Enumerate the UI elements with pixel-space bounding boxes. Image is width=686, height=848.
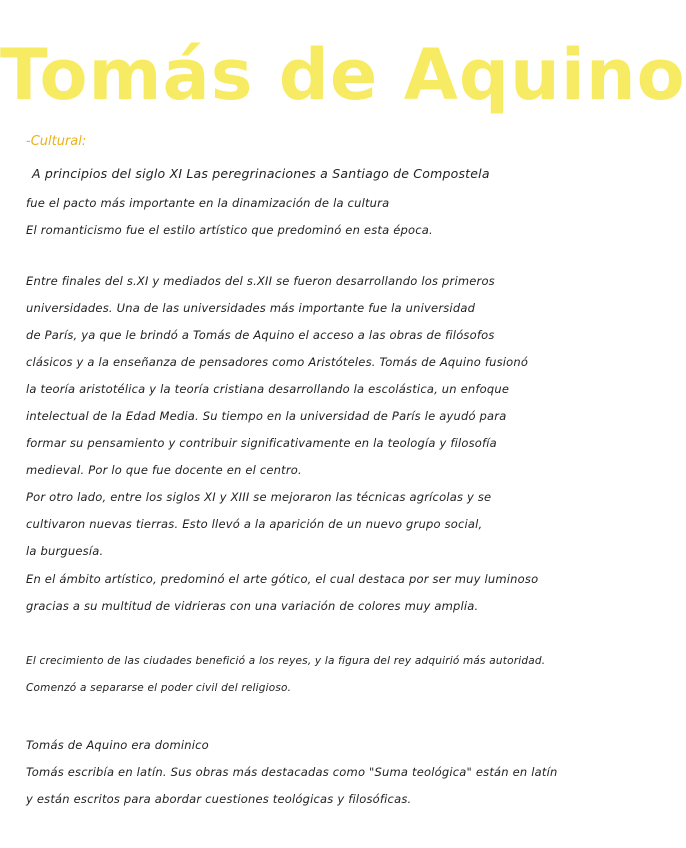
text-line: intelectual de la Edad Media. Su tiempo en la universidad de París le ayudó para — [26, 409, 507, 423]
text-line: formar su pensamiento y contribuir significativamente en la teología y filosofía — [26, 436, 497, 450]
text-line: El crecimiento de las ciudades benefició a los reyes, y la figura del rey adquirió más autoridad. — [26, 655, 546, 667]
text-line: Comenzó a separarse el poder civil del religioso. — [26, 682, 292, 694]
text-line: de París, ya que le brindó a Tomás de Aquino el acceso a las obras de filósofos — [26, 328, 495, 342]
text-line: universidades. Una de las universidades más importante fue la universidad — [26, 301, 476, 315]
text-line: Tomás de Aquino era dominico — [26, 738, 209, 752]
text-line: gracias a su multitud de vidrieras con una variación de colores muy amplia. — [26, 599, 479, 613]
text-line: Entre finales del s.XI y mediados del s.XII se fueron desarrollando los primeros — [26, 274, 495, 288]
text-line: Tomás escribía en latín. Sus obras más destacadas como "Suma teológica" están en latín — [26, 765, 558, 779]
page-title: Tomás de Aquino — [0, 34, 686, 116]
text-line: clásicos y a la enseñanza de pensadores como Aristóteles. Tomás de Aquino fusionó — [26, 355, 529, 369]
text-line: cultivaron nuevas tierras. Esto llevó a la aparición de un nuevo grupo social, — [26, 517, 483, 531]
text-line: Por otro lado, entre los siglos XI y XIII se mejoraron las técnicas agrícolas y se — [26, 490, 492, 504]
text-line: la teoría aristotélica y la teoría cristiana desarrollando la escolástica, un enfoque — [26, 382, 510, 396]
text-line: la burguesía. — [26, 544, 104, 558]
text-line: El romanticismo fue el estilo artístico que predominó en esta época. — [26, 223, 433, 237]
text-line: medieval. Por lo que fue docente en el centro. — [26, 463, 302, 477]
section-heading: -Cultural: — [26, 134, 87, 149]
text-line: En el ámbito artístico, predominó el arte gótico, el cual destaca por ser muy luminoso — [26, 572, 539, 586]
text-line: A principios del siglo XI Las peregrinaciones a Santiago de Compostela — [32, 166, 490, 181]
text-line: fue el pacto más importante en la dinamización de la cultura — [26, 196, 390, 210]
text-line: y están escritos para abordar cuestiones teológicas y filosóficas. — [26, 792, 412, 806]
